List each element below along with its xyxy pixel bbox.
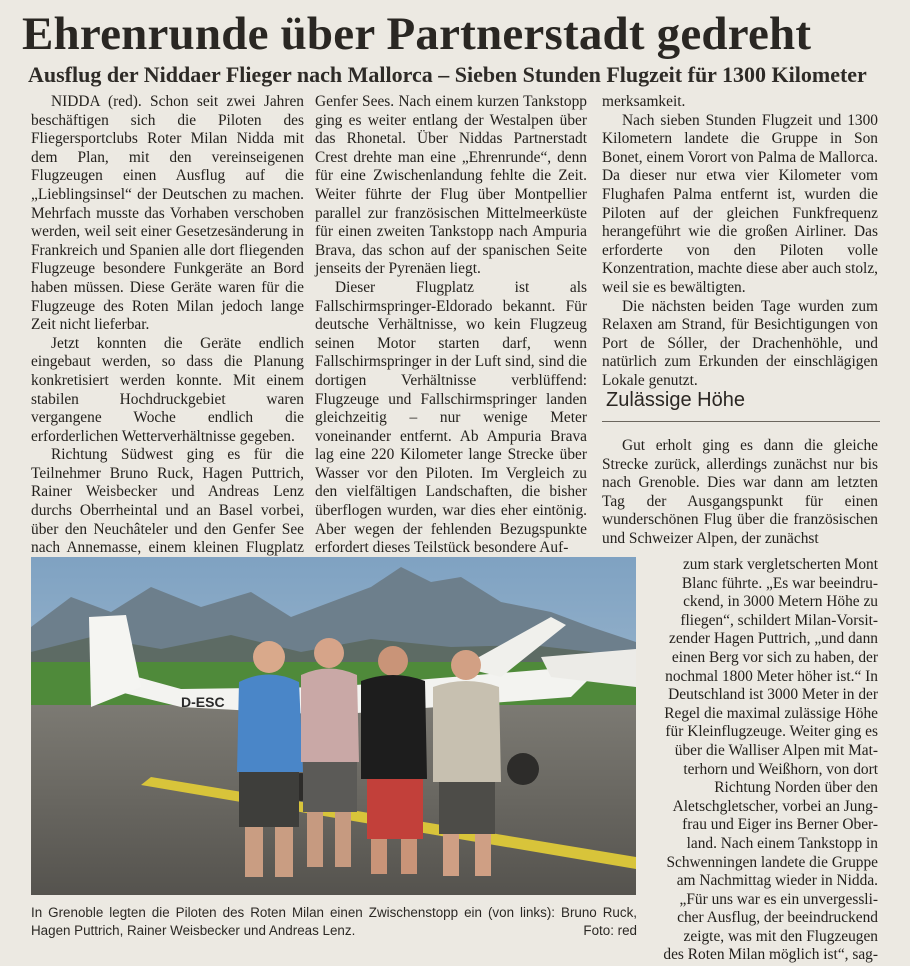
text-line: „Für uns war es ein unvergessli- [679, 890, 878, 908]
text-line: am Nachmittag wieder in Nidda. [676, 872, 878, 890]
column-1 [31, 93, 304, 576]
text-line: einen Berg vor sich zu haben, der [671, 648, 878, 666]
text-line: zum stark vergletscherten Mont [682, 556, 878, 573]
text-line: Blanc führte. „Es war beeindru- [681, 574, 878, 592]
group-photo [31, 557, 636, 895]
text-line: terhorn und Weißhorn, von dort [683, 760, 878, 778]
photo-illustration [31, 557, 636, 895]
text-line: land. Nach einem Tankstopp in [686, 834, 878, 852]
section-heading: Zulässige Höhe [606, 389, 745, 411]
text-line: Richtung Norden über den [714, 779, 878, 797]
text-line: über die Walliser Alpen mit Mat- [674, 741, 878, 759]
paragraph: Gut erholt ging es dann die gleiche Strecke zurück, allerdings zunächst nur bis nach Grenoble. Dies war dann am letzten Tag der Ausgangspunkt für einen wunderschönen Flug über die französischen und Schweizer Alpen, der zunächst [602, 437, 878, 547]
text-line: für Kleinflugzeuge. Weiter ging es [665, 723, 878, 741]
paragraph: Nach sieben Stunden Flugzeit und 1300 Kilometern landete die Gruppe in Son Bonet, einem Vorort von Palma de Mallorca. Da dieser nur etwa vier Kilometer vom Flughafen Palma entfernt ist, wurden die Piloten auf der gleichen Funkfrequenz herangeführt wie die großen Airliner. Das erforderte von den Piloten volle Konzentration, machte diese aber auch stolz, weil sie es bewältigten. [602, 111, 878, 296]
text-line: des Roten Milan möglich ist“, sag- [663, 946, 878, 964]
text-line: Aletschgletscher, vorbei an Jung- [672, 797, 878, 815]
text-line: Regel die maximal zulässige Höhe [664, 704, 878, 722]
photo-wrap-text [640, 556, 878, 965]
text-line: Deutschland ist 3000 Meter in der [668, 686, 878, 704]
article-headline: Ehrenrunde über Partnerstadt gedreht [22, 8, 812, 60]
paragraph: Jetzt konnten die Geräte endlich eingebaut werden, so dass die Planung konkretisiert werden konnte. Mit einem stabilen Hochdruckgebiet waren vergangene Woche endlich die erforderlichen Wetterverhältnisse gegeben. [31, 334, 304, 445]
text-line: zender Hagen Puttrich, „und dann [669, 630, 878, 648]
text-line: cher Ausflug, der beeindruckend [677, 909, 878, 927]
text-line: fliegen“, schildert Milan-Vorsit- [680, 611, 878, 629]
caption-text: In Grenoble legten die Piloten des Roten Milan einen Zwischenstopp ein (von links): Bruno Ruck, Hagen Puttrich, Rainer Weisbecker und Andreas Lenz. [31, 905, 637, 938]
text-line: frau und Eiger ins Berner Ober- [682, 816, 878, 834]
column-2 [315, 93, 587, 558]
paragraph: NIDDA (red). Schon seit zwei Jahren beschäftigen sich die Piloten des Fliegersportclubs Roter Milan Nidda mit dem Plan, mit den vereinseigenen Flugzeugen einen Ausflug auf die „Lieblingsinsel“ der Deutschen zu machen. Mehrfach musste das Vorhaben verschoben werden, weil seit einer Gesetzesänderung in Frankreich und Spanien alle dort fliegenden Flugzeuge besondere Funkgeräte an Bord haben müssen. Diese Geräte waren für die Flugzeuge des Roten Milan jedoch lange Zeit nicht lieferbar. [31, 93, 304, 334]
photo-caption [31, 904, 637, 940]
paragraph: Die nächsten beiden Tage wurden zum Relaxen am Strand, für Besichtigungen von Port de Sóller, der Drachenhöhle, und natürlich zum Erkunden der einschlägigen Lokale genutzt. [602, 297, 878, 389]
column-3-top [602, 93, 878, 391]
column-3-bottom [602, 437, 878, 549]
divider [602, 421, 880, 422]
text-line: zeigte, was mit den Flugzeugen [683, 927, 878, 945]
text-line: Schwenningen landete die Gruppe [666, 853, 878, 871]
paragraph: Genfer Sees. Nach einem kurzen Tankstopp ging es weiter entlang der Westalpen über das Rhonetal. Über Niddas Partnerstadt Crest drehte man eine „Ehrenrunde“, denn für eine Zwischenlandung fehlte die Zeit. Weiter führte der Flug über Montpellier parallel zur französischen Mittelmeerküste für einen zweiten Tankstopp nach Ampuria Brava, das schon auf der spanischen Seite jenseits der Pyrenäen liegt. [315, 93, 587, 278]
paragraph: merksamkeit. [602, 93, 686, 110]
photo-credit: Foto: red [583, 923, 637, 938]
paragraph: Richtung Südwest ging es für die Teilnehmer Bruno Ruck, Hagen Puttrich, Rainer Weisbecker und Andreas Lenz durchs Oberrheintal und an Basel vorbei, über den Neuchâteler und den Genfer See nach Annemasse, einem kleinen Flugplatz [31, 446, 304, 557]
text-line: nochmal 1800 Meter höher ist.“ In [665, 667, 878, 685]
paragraph: Dieser Flugplatz ist als Fallschirmspringer-Eldorado bekannt. Für deutsche Verhältnisse, wo kein Flugzeug seinen Motor starten darf, wenn Fallschirmspringer in der Luft sind, sind die dortigen Verhältnisse verblüffend: Flugzeuge und Fallschirmspringer landen gleichzeitig – nur wenige Meter voneinander entfernt. Ab Ampuria Brava lag eine 220 Kilometer lange Strecke über Wasser vor den Piloten. Im Vergleich zu den vielfältigen Landschaften, die bisher überflogen wurden, war dies eher eintönig. Aber wegen der fehlenden Bezugspunkte erfordert dieses Teilstück besondere Auf- [315, 278, 587, 557]
article-subheadline: Ausflug der Niddaer Flieger nach Mallorca – Sieben Stunden Flugzeit für 1300 Kilometer [28, 62, 867, 87]
aircraft-registration: D-ESC [181, 694, 225, 710]
text-line: ckend, in 3000 Metern Höhe zu [683, 593, 878, 611]
